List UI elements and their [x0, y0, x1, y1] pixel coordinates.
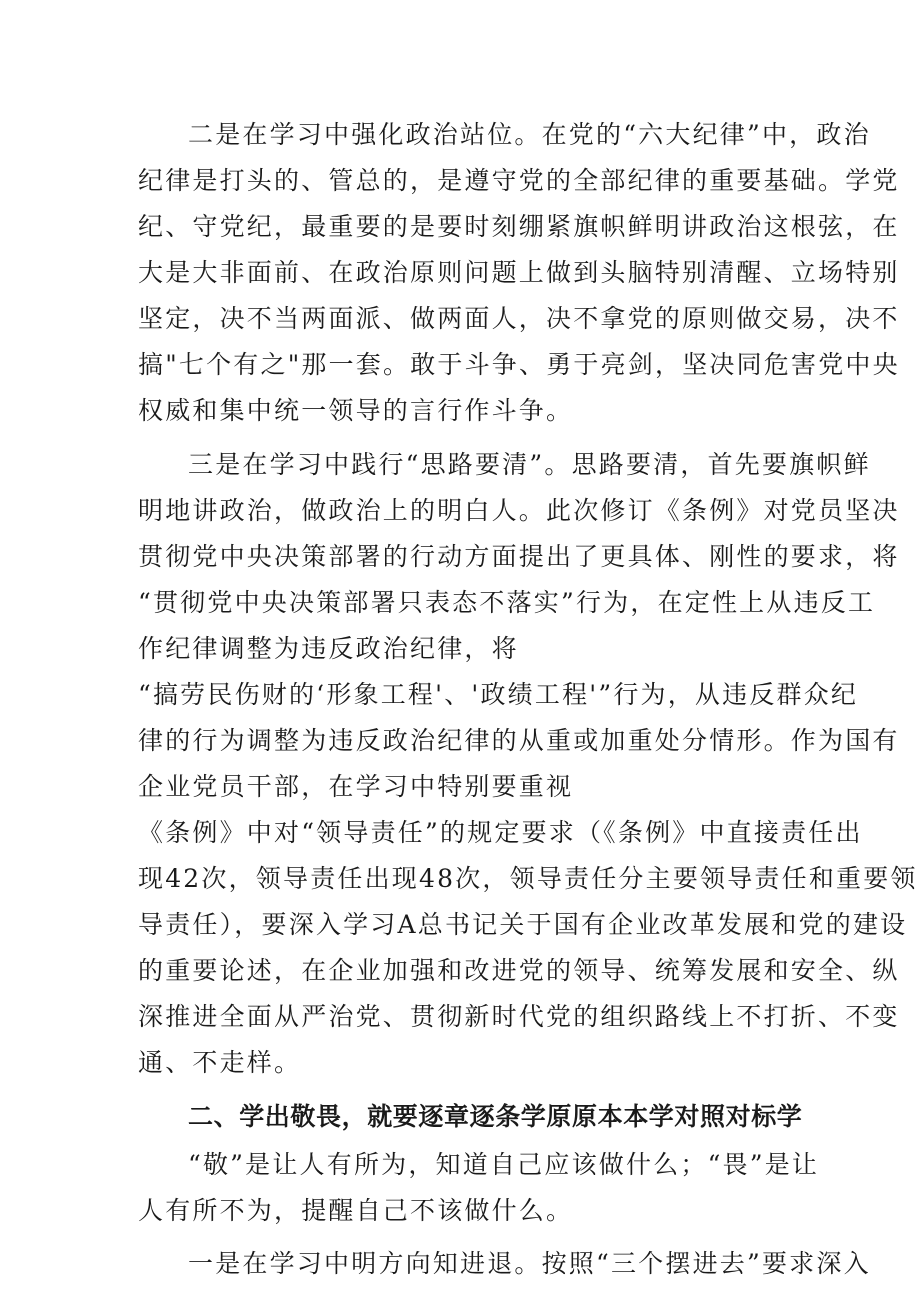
paragraph-line: 的重要论述，在企业加强和改进党的领导、统筹发展和安全、纵: [138, 956, 900, 985]
paragraph-line: 现42次，领导责任出现48次，领导责任分主要领导责任和重要领: [138, 864, 918, 893]
section-heading: 二、学出敬畏，就要逐章逐条学原原本本学对照对标学: [188, 1102, 803, 1131]
paragraph-line: 权威和集中统一领导的言行作斗争。: [138, 396, 574, 425]
paragraph-line: 人有所不为，提醒自己不该做什么。: [138, 1196, 574, 1225]
paragraph-line: 导责任），要深入学习A总书记关于国有企业改革发展和党的建设: [138, 910, 908, 939]
paragraph-line: 明地讲政治，做政治上的明白人。此次修订《条例》对党员坚决: [138, 496, 900, 525]
paragraph-line: 通、不走样。: [138, 1048, 302, 1077]
paragraph-line: 深推进全面从严治党、贯彻新时代党的组织路线上不打折、不变: [138, 1002, 900, 1031]
paragraph-line: 搞"七个有之"那一套。敢于斗争、勇于亮剑，坚决同危害党中央: [138, 350, 900, 379]
paragraph-line: 纪律是打头的、管总的，是遵守党的全部纪律的重要基础。学党: [138, 166, 900, 195]
paragraph-line: 二是在学习中强化政治站位。在党的“六大纪律”中，政治: [188, 120, 871, 149]
paragraph-line: “敬”是让人有所为，知道自己应该做什么；“畏”是让: [188, 1150, 820, 1179]
paragraph-line: “贯彻党中央决策部署只表态不落实”行为，在定性上从违反工: [138, 588, 876, 617]
paragraph-line: 律的行为调整为违反政治纪律的从重或加重处分情形。作为国有: [138, 726, 900, 755]
paragraph-line: 企业党员干部，在学习中特别要重视: [138, 772, 574, 801]
paragraph-line: 大是大非面前、在政治原则问题上做到头脑特别清醒、立场特别: [138, 258, 900, 287]
paragraph-line: 纪、守党纪，最重要的是要时刻绷紧旗帜鲜明讲政治这根弦，在: [138, 212, 900, 241]
paragraph-line: 一是在学习中明方向知进退。按照“三个摆进去”要求深入: [188, 1249, 871, 1278]
paragraph-line: 《条例》中对“领导责任”的规定要求（《条例》中直接责任出: [138, 818, 863, 847]
paragraph-line: “搞劳民伤财的‘形象工程'、'政绩工程'”行为，从违反群众纪: [138, 680, 859, 709]
paragraph-line: 三是在学习中践行“思路要清”。思路要清，首先要旗帜鲜: [188, 450, 871, 479]
paragraph-line: 作纪律调整为违反政治纪律，将: [138, 634, 519, 663]
paragraph-line: 贯彻党中央决策部署的行动方面提出了更具体、刚性的要求，将: [138, 542, 900, 571]
paragraph-line: 坚定，决不当两面派、做两面人，决不拿党的原则做交易，决不: [138, 304, 900, 333]
